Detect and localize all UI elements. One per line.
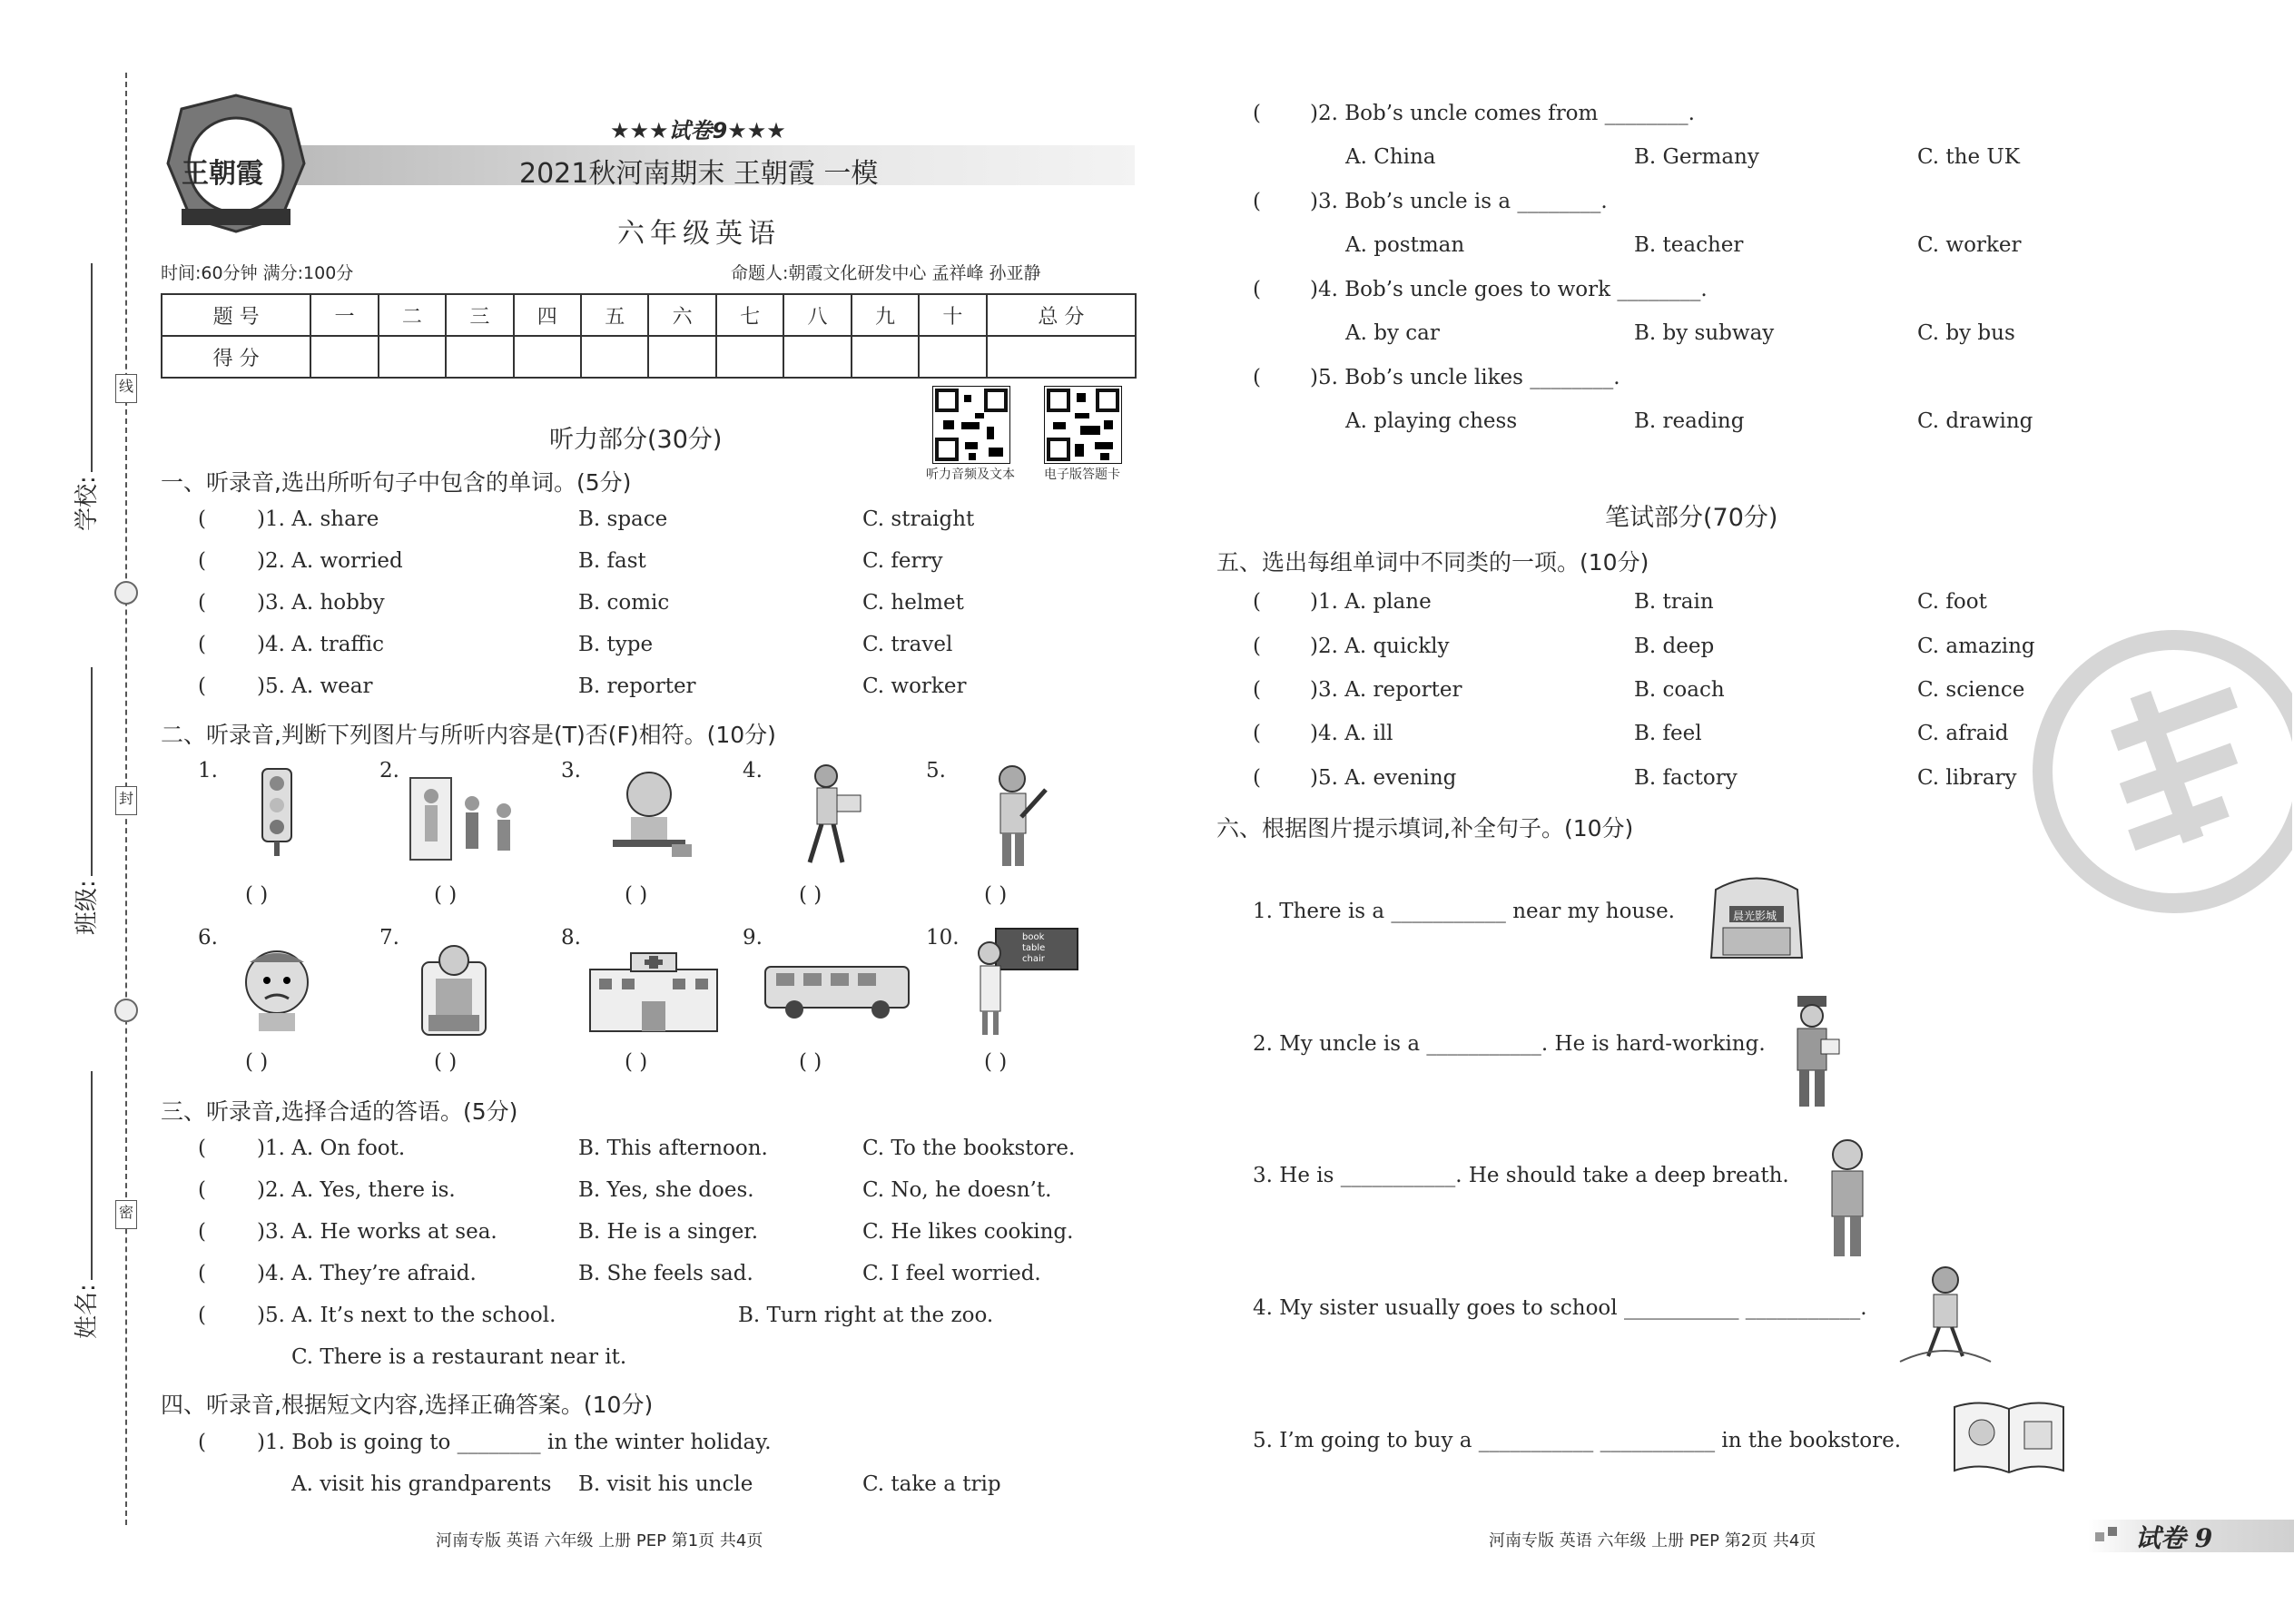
option-c: C. by bus	[1917, 321, 2015, 345]
fill-sentence[interactable]: 3. He is ___________. He should take a deep breath.	[1253, 1164, 1789, 1187]
option-c: C. foot	[1917, 590, 1987, 614]
angry-boy-icon	[227, 944, 327, 1035]
boy-running-icon	[790, 763, 871, 871]
qr-caption-audio: 听力音频及文本	[926, 468, 1015, 482]
option-b: B. type	[578, 633, 654, 656]
confidential-stamp-icon	[2020, 626, 2292, 917]
answer-blank[interactable]: (	[1253, 102, 1261, 125]
option-a: )4. A. ill	[1310, 722, 1393, 745]
option-a: A. playing chess	[1345, 409, 1518, 433]
score-cell: 八	[783, 294, 851, 336]
option-a: A. postman	[1345, 233, 1465, 257]
option-c: C. the UK	[1917, 145, 2020, 169]
picture-number: 9.	[743, 926, 763, 950]
answer-blank[interactable]: (	[1253, 635, 1261, 658]
option-b: B. visit his uncle	[578, 1472, 753, 1496]
option-a: )5. A. wear	[257, 674, 373, 698]
option-b: B. reading	[1634, 409, 1745, 433]
picture-number: 6.	[198, 926, 218, 950]
picture-number: 4.	[743, 759, 763, 782]
score-cell: 一	[310, 294, 378, 336]
option-c: C. helmet	[862, 591, 964, 615]
fill-sentence[interactable]: 2. My uncle is a ___________. He is hard-working.	[1253, 1032, 1766, 1056]
option-c: C. straight	[862, 507, 975, 531]
answer-blank[interactable]: (	[198, 1178, 206, 1202]
score-input-cell[interactable]	[987, 336, 1136, 378]
option-c: C. worker	[862, 674, 967, 698]
option-b: B. feel	[1634, 722, 1702, 745]
score-input-cell[interactable]	[581, 336, 648, 378]
option-b: B. She feels sad.	[578, 1262, 753, 1285]
option-a: )3. A. reporter	[1310, 678, 1462, 702]
option-a: )1. A. share	[257, 507, 379, 531]
tag-square-icon	[2095, 1532, 2104, 1541]
seal-xian: 线	[115, 374, 137, 403]
score-cell: 十	[919, 294, 986, 336]
section1-title: 一、听录音,选出所听句子中包含的单词。(5分)	[161, 469, 632, 496]
option-c: C. afraid	[1917, 722, 2009, 745]
cinema-sign: 晨光影城	[1733, 910, 1777, 922]
board-text	[1022, 932, 1045, 965]
people-crossing-icon	[409, 776, 527, 867]
option-a: )4. A. traffic	[257, 633, 384, 656]
option-b: B. deep	[1634, 635, 1715, 658]
authors: 命题人:朝霞文化研发中心 孟祥峰 孙亚静	[731, 263, 1041, 283]
qr-code-answer-card-icon[interactable]	[1044, 386, 1122, 464]
answer-blank[interactable]: (	[198, 507, 206, 531]
tf-blank[interactable]: ( )	[434, 1050, 458, 1074]
answer-blank[interactable]: (	[198, 1431, 206, 1454]
fill-sentence[interactable]: 1. There is a ___________ near my house.	[1253, 900, 1675, 923]
score-cell: 七	[716, 294, 783, 336]
score-input-cell[interactable]	[783, 336, 851, 378]
answer-blank[interactable]: (	[198, 1304, 206, 1327]
tf-blank[interactable]: ( )	[984, 883, 1008, 907]
option-a: )5. A. It’s next to the school.	[257, 1304, 556, 1327]
option-c: C. science	[1917, 678, 2025, 702]
answer-blank[interactable]: (	[198, 1137, 206, 1160]
listening-title: 听力部分(30分)	[549, 426, 723, 454]
picture-book-icon	[1950, 1398, 2068, 1480]
score-cell: 九	[852, 294, 919, 336]
girl-walking-icon	[1895, 1262, 1995, 1366]
section6-title: 六、根据图片提示填词,补全句子。(10分)	[1216, 815, 1634, 842]
score-input-cell[interactable]	[446, 336, 513, 378]
subject-title: 六年级英语	[617, 218, 781, 250]
tf-blank[interactable]: ( )	[625, 1050, 648, 1074]
score-cell: 三	[446, 294, 513, 336]
picture-number: 7.	[379, 926, 399, 950]
option-c: C. travel	[862, 633, 953, 656]
option-c: C. drawing	[1917, 409, 2033, 433]
score-row-label: 得 分	[162, 336, 310, 378]
picture-number: 8.	[561, 926, 581, 950]
board-word: table	[1022, 943, 1046, 953]
picture-number: 1.	[198, 759, 218, 782]
angry-boy-standing-icon	[1816, 1135, 1879, 1262]
hospital-building-icon	[586, 951, 722, 1033]
name-label: 姓名:	[74, 1284, 101, 1339]
school-label: 学校:	[74, 476, 101, 531]
name-line	[91, 1071, 93, 1280]
score-input-cell[interactable]	[852, 336, 919, 378]
tf-blank[interactable]: ( )	[984, 1050, 1008, 1074]
option-b: B. by subway	[1634, 321, 1775, 345]
tf-blank[interactable]: ( )	[799, 883, 822, 907]
seal-feng: 封	[115, 786, 137, 815]
score-header-row	[162, 294, 1136, 336]
postman-icon	[1779, 994, 1843, 1112]
score-input-row	[162, 336, 1136, 378]
option-b: B. Turn right at the zoo.	[738, 1304, 994, 1327]
score-input-cell[interactable]	[919, 336, 986, 378]
option-a: )3. A. hobby	[257, 591, 385, 615]
option-c: C. There is a restaurant near it.	[291, 1345, 627, 1369]
tf-blank[interactable]: ( )	[434, 883, 458, 907]
binding-hole-icon	[114, 581, 138, 605]
question-text: )2. Bob’s uncle comes from ________.	[1310, 102, 1695, 125]
option-b: B. teacher	[1634, 233, 1744, 257]
logo-text: 王朝霞	[182, 158, 263, 190]
class-label: 班级:	[74, 880, 101, 935]
fill-sentence[interactable]: 4. My sister usually goes to school ___________ ___________.	[1253, 1296, 1867, 1320]
option-a: )2. A. worried	[257, 549, 403, 573]
option-c: C. library	[1917, 766, 2017, 790]
score-cell: 二	[379, 294, 446, 336]
option-a: A. visit his grandparents	[291, 1472, 552, 1496]
answer-blank[interactable]: (	[198, 591, 206, 615]
class-line	[91, 667, 93, 876]
tf-blank[interactable]: ( )	[625, 883, 648, 907]
option-b: B. factory	[1634, 766, 1738, 790]
answer-blank[interactable]: (	[198, 1262, 206, 1285]
score-cell: 六	[648, 294, 715, 336]
option-a: )2. A. Yes, there is.	[257, 1178, 456, 1202]
picture-number: 2.	[379, 759, 399, 782]
question-text: )1. Bob is going to ________ in the winter holiday.	[257, 1431, 772, 1454]
banner-title: 2021秋河南期末 王朝霞 一模	[519, 158, 879, 190]
score-cell: 五	[581, 294, 648, 336]
option-a: )1. A. On foot.	[257, 1137, 406, 1160]
footer-page2: 河南专版 英语 六年级 上册 PEP 第2页 共4页	[1489, 1531, 1816, 1550]
option-c: C. take a trip	[862, 1472, 1001, 1496]
option-c: C. worker	[1917, 233, 2022, 257]
option-b: B. He is a singer.	[578, 1220, 759, 1244]
qr-caption-card: 电子版答题卡	[1044, 468, 1120, 482]
option-c: C. I feel worried.	[862, 1262, 1041, 1285]
option-b: B. train	[1634, 590, 1714, 614]
option-b: B. fast	[578, 549, 646, 573]
answer-blank[interactable]: (	[1253, 766, 1261, 790]
qr-code-audio-icon[interactable]	[932, 386, 1010, 464]
sick-girl-icon	[409, 935, 499, 1039]
option-c: C. To the bookstore.	[862, 1137, 1076, 1160]
seal-mi: 密	[115, 1200, 137, 1229]
section5-title: 五、选出每组单词中不同类的一项。(10分)	[1216, 549, 1649, 576]
option-b: B. comic	[578, 591, 670, 615]
question-text: )5. Bob’s uncle likes ________.	[1310, 366, 1620, 389]
answer-blank[interactable]: (	[1253, 590, 1261, 614]
school-line	[91, 263, 93, 472]
option-a: )2. A. quickly	[1310, 635, 1450, 658]
option-a: )4. A. They’re afraid.	[257, 1262, 477, 1285]
option-a: )3. A. He works at sea.	[257, 1220, 497, 1244]
score-cell: 四	[514, 294, 581, 336]
option-b: B. This afternoon.	[578, 1137, 768, 1160]
answer-blank[interactable]: (	[1253, 722, 1261, 745]
option-a: A. by car	[1345, 321, 1440, 345]
board-word: book	[1022, 932, 1045, 942]
section3-title: 三、听录音,选择合适的答语。(5分)	[161, 1098, 518, 1125]
option-b: B. reporter	[578, 674, 696, 698]
boy-with-guitar-icon	[980, 763, 1053, 871]
option-c: C. No, he doesn’t.	[862, 1178, 1052, 1202]
footer-paper-tag: 试卷 9	[2135, 1523, 2213, 1553]
option-b: B. coach	[1634, 678, 1725, 702]
section4-title: 四、听录音,根据短文内容,选择正确答案。(10分)	[161, 1392, 654, 1418]
answer-blank[interactable]: (	[1253, 366, 1261, 389]
score-input-cell[interactable]	[648, 336, 715, 378]
traffic-light-icon	[250, 767, 304, 858]
score-table	[161, 293, 1137, 379]
binding-hole-icon	[114, 999, 138, 1022]
question-text: )3. Bob’s uncle is a ________.	[1310, 190, 1608, 213]
time-info: 时间:60分钟 满分:100分	[161, 263, 354, 283]
option-c: C. He likes cooking.	[862, 1220, 1074, 1244]
answer-blank[interactable]: (	[1253, 278, 1261, 301]
option-b: B. space	[578, 507, 668, 531]
question-text: )4. Bob’s uncle goes to work ________.	[1310, 278, 1708, 301]
answer-blank[interactable]: (	[198, 674, 206, 698]
option-b: B. Yes, she does.	[578, 1178, 754, 1202]
answer-blank[interactable]: (	[198, 1220, 206, 1244]
tf-blank[interactable]: ( )	[245, 1050, 269, 1074]
paper-number: ★★★试卷9★★★	[610, 118, 786, 143]
answer-blank[interactable]: (	[198, 549, 206, 573]
option-c: C. ferry	[862, 549, 943, 573]
score-input-cell[interactable]	[310, 336, 378, 378]
picture-number: 10.	[926, 926, 960, 950]
score-input-cell[interactable]	[379, 336, 446, 378]
tf-blank[interactable]: ( )	[245, 883, 269, 907]
board-word: chair	[1022, 954, 1045, 964]
picture-number: 5.	[926, 759, 946, 782]
fill-sentence[interactable]: 5. I’m going to buy a ___________ ___________ in the bookstore.	[1253, 1429, 1902, 1452]
tf-blank[interactable]: ( )	[799, 1050, 822, 1074]
footer-page1: 河南专版 英语 六年级 上册 PEP 第1页 共4页	[436, 1531, 763, 1550]
boy-typing-icon	[599, 767, 699, 867]
answer-blank[interactable]: (	[1253, 190, 1261, 213]
score-cell: 总 分	[987, 294, 1136, 336]
option-b: B. Germany	[1634, 145, 1759, 169]
option-a: A. China	[1345, 145, 1436, 169]
tag-square-icon	[2108, 1527, 2117, 1536]
score-cell: 题 号	[162, 294, 310, 336]
written-title: 笔试部分(70分)	[1605, 504, 1778, 532]
score-input-cell[interactable]	[514, 336, 581, 378]
bus-icon	[763, 962, 912, 1021]
picture-number: 3.	[561, 759, 581, 782]
answer-blank[interactable]: (	[198, 633, 206, 656]
option-a: )5. A. evening	[1310, 766, 1457, 790]
option-c: C. amazing	[1917, 635, 2035, 658]
answer-blank[interactable]: (	[1253, 678, 1261, 702]
section2-title: 二、听录音,判断下列图片与所听内容是(T)否(F)相符。(10分)	[161, 722, 776, 748]
score-input-cell[interactable]	[716, 336, 783, 378]
option-a: )1. A. plane	[1310, 590, 1432, 614]
